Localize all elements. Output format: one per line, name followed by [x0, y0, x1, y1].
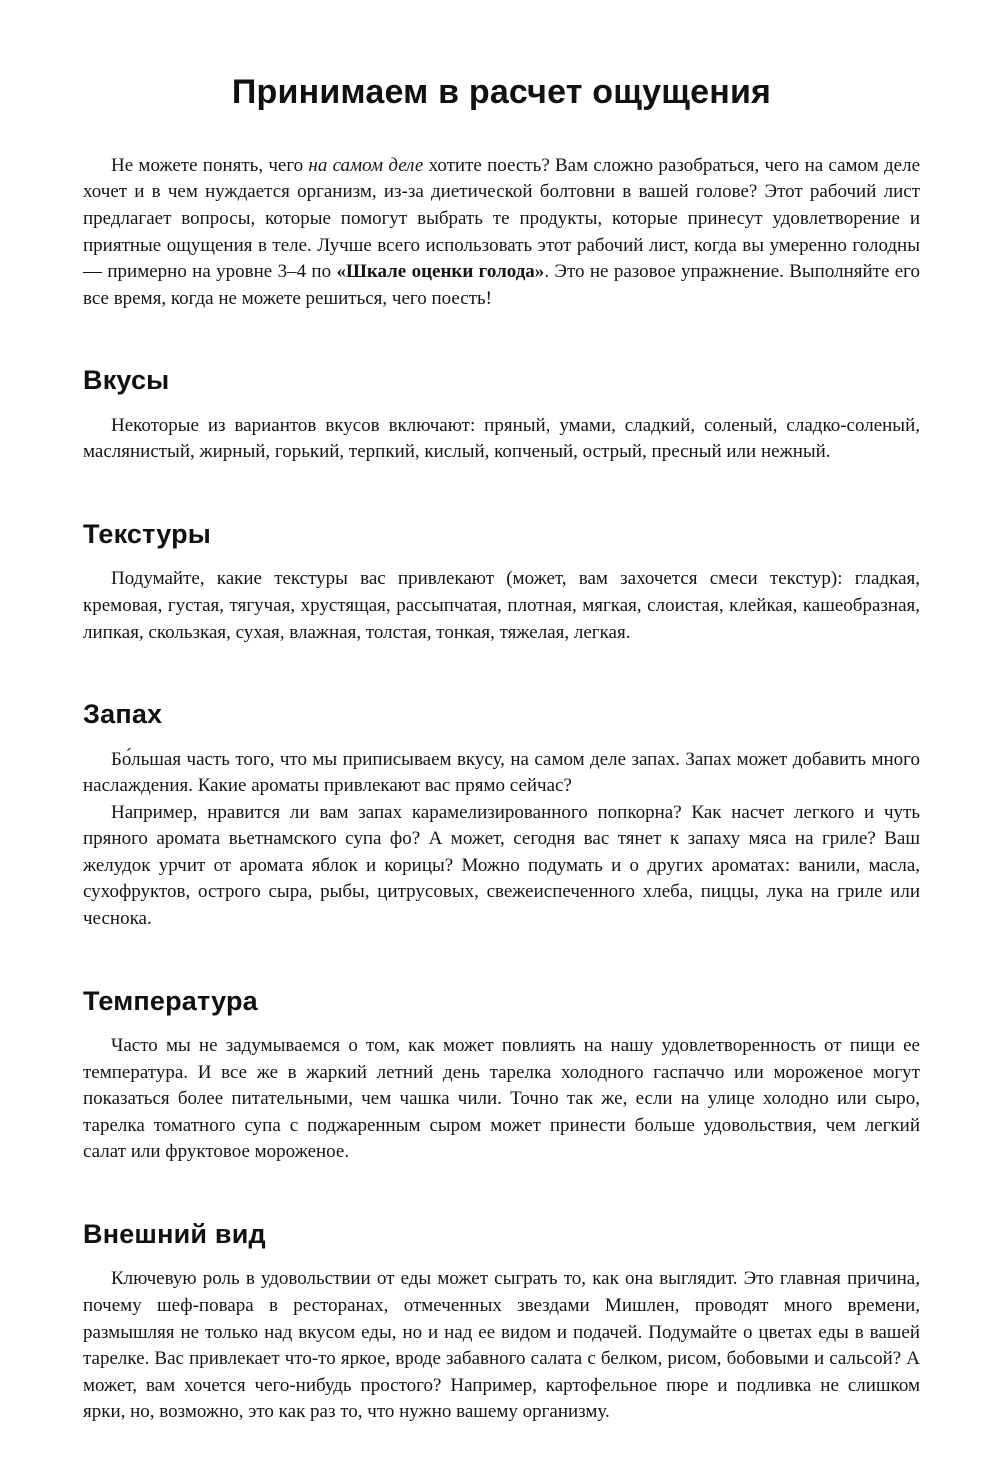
section-heading-3: Запах [83, 699, 163, 730]
section-heading-5: Внешний вид [83, 1219, 266, 1250]
section-heading-2: Текстуры [83, 518, 212, 549]
section-1-paragraph-1: Некоторые из вариантов вкусов включают: пряный, умами, сладкий, соленый, сладко-соленый, маслянистый, жирный, горький, терпкий, кислый, копченый, острый, пресный или нежный. [83, 414, 920, 463]
intro-segment-normal: . Это не разовое упражнение. Выполняйте его все время, когда не можете решиться, чего поесть! [83, 261, 920, 309]
section-2-paragraph-1: Подумайте, какие текстуры вас привлекают (может, вам захочется смеси текстур): гладкая, кремовая, густая, тягучая, хрустящая, рассыпчатая, плотная, мягкая, слоистая, клейкая, кашеобразная, липкая, скользкая, сухая, влажная, толстая, тонкая, тяжелая, легкая. [83, 568, 920, 643]
intro-segment-italic: на самом деле [308, 154, 424, 176]
section-heading-1: Вкусы [83, 365, 170, 396]
section-3-paragraph-1: Бо́льшая часть того, что мы приписываем вкусу, на самом деле запах. Запах может добавить много наслаждения. Какие ароматы привлекают вас прямо сейчас? [83, 748, 920, 797]
section-3-paragraph-2: Например, нравится ли вам запах карамелизированного попкорна? Как насчет легкого и чуть пряного аромата вьетнамского супа фо? А может, сегодня вас тянет к запаху мяса на гриле? Ваш желудок урчит от аромата яблок и корицы? Можно подумать и о других ароматах: ванили, масла, сухофруктов, острого сыра, рыбы, цитрусовых, свежеиспеченного хлеба, пиццы, лука на гриле или чеснока. [83, 801, 920, 930]
intro-segment-bold: «Шкале оценки голода» [336, 261, 545, 283]
section-4-paragraph-1: Часто мы не задумываемся о том, как может повлиять на нашу удовлетворенность от пищи ее температура. И все же в жаркий летний день тарелка холодного гаспаччо или мороженое могут показаться более питательными, чем чашка чили. Точно так же, если на улице холодно или сыро, тарелка томатного супа с поджаренным сыром может принести больше удовольствия, чем легкий салат или фруктовое мороженое. [83, 1035, 920, 1163]
intro-paragraph [83, 153, 920, 313]
section-5-paragraph-1: Ключевую роль в удовольствии от еды может сыграть то, как она выглядит. Это главная причина, почему шеф-повара в ресторанах, отмеченных звездами Мишлен, проводят много времени, размышляя не только над вкусом еды, но и над ее видом и подачей. Подумайте о цветах еды в вашей тарелке. Вас привлекает что-то яркое, вроде забавного салата с белком, рисом, бобовыми и сальсой? А может, вам хочется чего-нибудь простого? Например, картофельное пюре и подливка не слишком ярки, но, возможно, это как раз то, что нужно вашему организму. [83, 1268, 920, 1423]
sections-container [83, 364, 920, 1426]
intro-segment-normal: хотите поесть? Вам сложно разобраться, чего на самом деле хочет и в чем нуждается организм, из-за диетической болтовни в вашей голове? Этот рабочий лист предлагает вопросы, которые помогут выбрать те продукты, которые принесут удовлетворение и приятные ощущения в теле. Лучше всего использовать этот рабочий лист, когда вы умеренно голодны — примерно на уровне 3–4 по [83, 154, 920, 283]
intro-segment-normal: Не можете понять, чего [111, 154, 309, 176]
page-title: Принимаем в расчет ощущения [231, 73, 772, 111]
section-heading-4: Температура [83, 985, 258, 1016]
